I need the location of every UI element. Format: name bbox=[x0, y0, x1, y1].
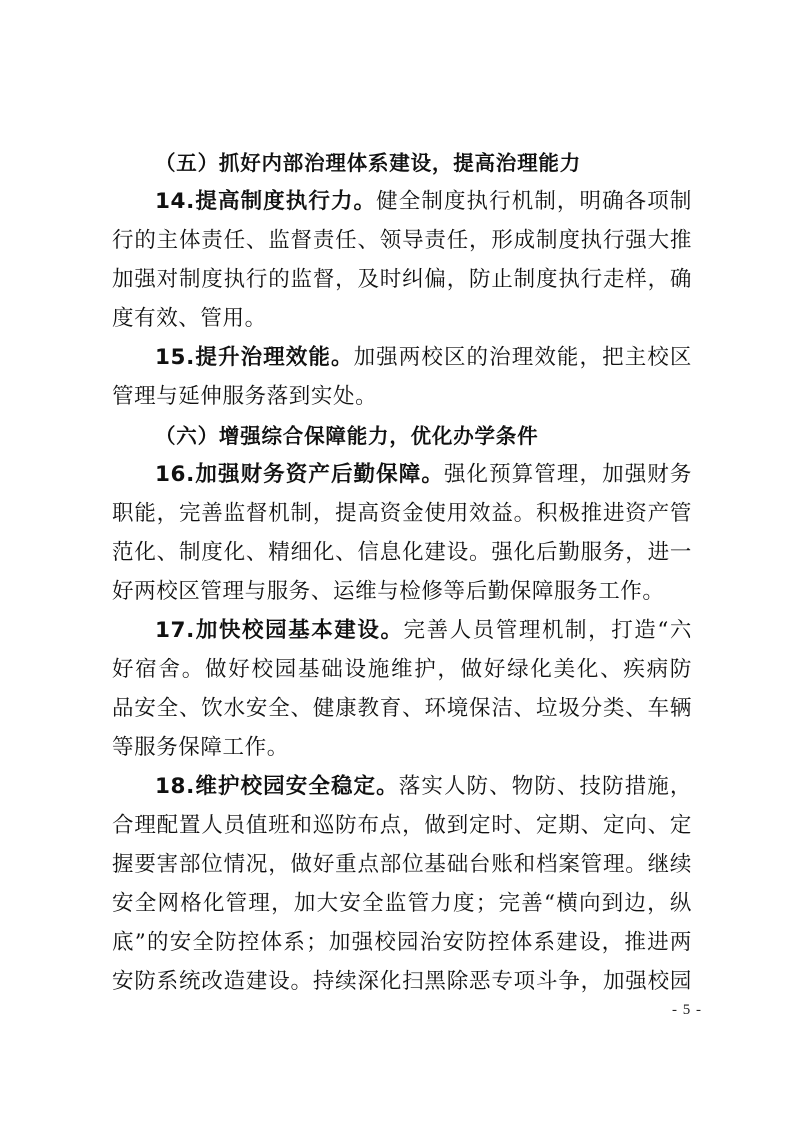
item-16-line-4: 好两校区管理与服务、运维与检修等后勤保障服务工作。 bbox=[112, 579, 665, 604]
item-18-line-3: 握要害部位情况，做好重点部位基础台账和档案管理。继续 bbox=[112, 852, 692, 877]
item-18-text: 落实人防、物防、技防措施， bbox=[398, 774, 692, 799]
item-16-text: 强化预算管理，加强财务 bbox=[443, 462, 692, 487]
item-17-line-2: 好宿舍。做好校园基础设施维护，做好绿化美化、疾病防 bbox=[112, 657, 692, 682]
item-16-line-1 bbox=[155, 458, 692, 492]
item-14-line-1 bbox=[155, 185, 692, 219]
item-16-line-3: 范化、制度化、精细化、信息化建设。强化后勤服务，进一 bbox=[112, 540, 692, 565]
item-16-line-2: 职能，完善监督机制，提高资金使用效益。积极推进资产管 bbox=[112, 501, 692, 526]
item-15-line-1 bbox=[155, 341, 692, 375]
section-heading-6: （六）增强综合保障能力，优化办学条件 bbox=[155, 424, 539, 448]
item-14-lead: 14.提高制度执行力。 bbox=[155, 189, 377, 214]
item-18-line-6: 安防系统改造建设。持续深化扫黑除恶专项斗争，加强校园 bbox=[112, 969, 692, 994]
item-18-line-2: 合理配置人员值班和巡防布点，做到定时、定期、定向、定 bbox=[112, 813, 692, 838]
item-17-line-1 bbox=[155, 614, 692, 648]
section-heading-5: （五）抓好内部治理体系建设，提高治理能力 bbox=[155, 151, 581, 175]
item-15-text: 加强两校区的治理效能，把主校区 bbox=[353, 345, 692, 370]
item-17-line-4: 等服务保障工作。 bbox=[112, 735, 289, 760]
item-14-text: 健全制度执行机制，明确各项制 bbox=[376, 189, 692, 214]
item-18-line-5: 底”的安全防控体系；加强校园治安防控体系建设，推进两 bbox=[112, 930, 692, 955]
item-18-line-1 bbox=[155, 770, 692, 804]
item-17-lead: 17.加快校园基本建设。 bbox=[155, 618, 404, 643]
item-17-line-3: 品安全、饮水安全、健康教育、环境保洁、垃圾分类、车辆 bbox=[112, 696, 692, 721]
item-18-lead: 18.维护校园安全稳定。 bbox=[155, 774, 399, 799]
item-15-lead: 15.提升治理效能。 bbox=[155, 345, 354, 370]
item-18-line-4: 安全网格化管理，加大安全监管力度；完善“横向到边，纵 bbox=[112, 891, 692, 916]
item-15-line-2: 管理与延伸服务落到实处。 bbox=[112, 384, 378, 409]
item-14-line-4: 度有效、管用。 bbox=[112, 306, 267, 331]
page-number: - 5 - bbox=[672, 1002, 702, 1018]
item-17-text: 完善人员管理机制，打造“六 bbox=[403, 618, 692, 643]
item-14-line-2: 行的主体责任、监督责任、领导责任，形成制度执行强大推 bbox=[112, 228, 692, 253]
item-16-lead: 16.加强财务资产后勤保障。 bbox=[155, 462, 444, 487]
item-14-line-3: 加强对制度执行的监督，及时纠偏，防止制度执行走样，确 bbox=[112, 267, 692, 292]
